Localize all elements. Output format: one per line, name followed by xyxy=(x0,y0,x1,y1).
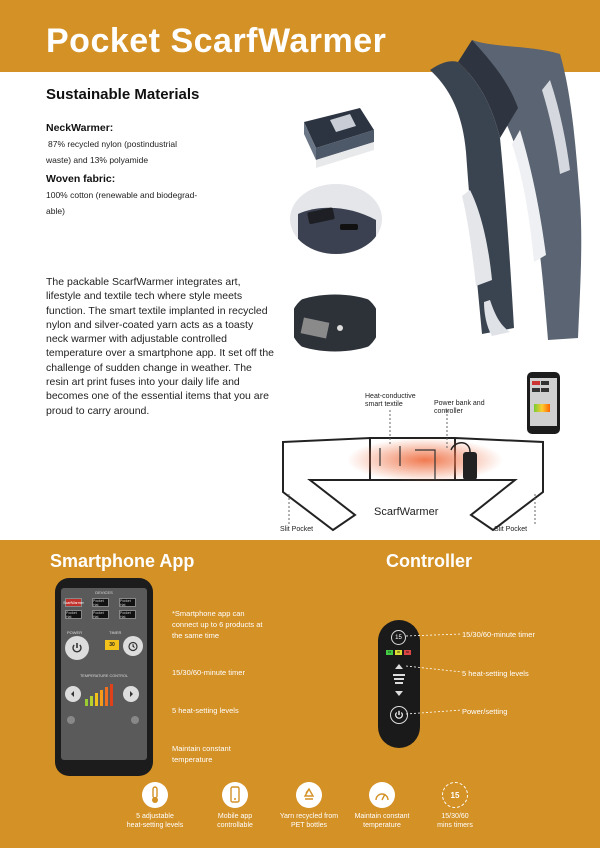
app-note-line-3: the same time xyxy=(172,631,220,640)
heat-bar xyxy=(95,693,98,706)
heat-bar xyxy=(100,690,103,706)
feature-label xyxy=(115,812,195,830)
app-phone xyxy=(55,578,153,776)
power-label-line-2: controller xyxy=(434,408,463,415)
device-button[interactable]: Pocket Hat xyxy=(92,598,109,607)
device-button[interactable]: Pocket Hat xyxy=(65,610,82,619)
app-power-button[interactable] xyxy=(65,636,89,660)
heat-label-line-2: smart textile xyxy=(365,401,403,408)
heat-bar xyxy=(90,696,93,706)
heat-bar xyxy=(85,699,88,706)
chevron-right-icon xyxy=(127,690,135,698)
gauge-icon xyxy=(369,782,395,808)
feature-line-2: heat-setting levels xyxy=(126,822,184,829)
timer-icon: 15 xyxy=(442,782,468,808)
led-indicator: 30 xyxy=(396,650,401,654)
folded-scarf-photo xyxy=(290,100,382,178)
feature-line-1: 15/30/60 xyxy=(441,813,469,820)
controller-title: Controller xyxy=(386,551,473,571)
temp-control-header: TEMPERATURE CONTROL xyxy=(79,674,129,678)
app-maintain-line-1: Maintain constant xyxy=(172,744,231,753)
feature-label xyxy=(269,812,349,830)
timer-caption: TIMER xyxy=(109,630,122,635)
app-note-line-1: *Smartphone app can xyxy=(172,609,245,618)
alarm-clock-icon xyxy=(127,640,139,652)
app-screen xyxy=(61,588,147,760)
description-paragraph: The packable ScarfWarmer integrates art, lifestyle and textile tech where style meets function. The smart textile implanted in recycled nylon and silver-coated yarn acts as a toasty neck warmer with adjustable controlled temperature over a smartphone app. It set off the challenge of sudden change in weather. The resin art print fuses into your daily life and becomes one of the essential items that you are proud to carry around. xyxy=(46,276,275,417)
feature-label xyxy=(415,812,495,830)
power-label-line-1: Power bank and xyxy=(434,400,485,407)
scarf-image xyxy=(400,40,590,340)
feature-line-1: Maintain constant xyxy=(354,813,410,820)
woven-label: Woven fabric: xyxy=(46,173,116,185)
temp-up-button[interactable] xyxy=(123,686,139,702)
materials-title: Sustainable Materials xyxy=(46,86,200,103)
controller-timer-badge[interactable]: 15 xyxy=(391,630,406,645)
pocket-powerbank-photo xyxy=(290,184,382,254)
heat-bar xyxy=(110,684,113,706)
heat-bar xyxy=(105,687,108,706)
slit-pocket-left: Slit Pocket xyxy=(280,526,314,533)
feature-label xyxy=(195,812,275,830)
feature-constant-temp xyxy=(342,782,422,830)
app-note xyxy=(172,608,262,641)
app-title: Smartphone App xyxy=(50,551,195,571)
feature-line-2: temperature xyxy=(363,822,401,829)
neckwarmer-label: NeckWarmer: xyxy=(46,122,114,134)
feature-line-1: Yarn recycled from xyxy=(279,813,339,820)
feature-timers xyxy=(415,782,495,830)
neckwarmer-line-2: waste) and 13% polyamide xyxy=(46,155,149,165)
power-icon xyxy=(394,710,404,720)
page-title: Pocket ScarfWarmer xyxy=(46,22,387,60)
device-button[interactable]: Pocket Hat xyxy=(119,610,136,619)
feature-line-1: 5 adjustable xyxy=(136,813,174,820)
feature-heat-levels xyxy=(115,782,195,830)
woven-line-2: able) xyxy=(46,206,65,216)
feature-line-2: PET bottles xyxy=(290,822,328,829)
temp-down-button[interactable] xyxy=(65,686,81,702)
power-icon xyxy=(71,642,83,654)
feature-line-2: controllable xyxy=(217,822,253,829)
settings-icon[interactable] xyxy=(131,716,139,724)
device-grid xyxy=(65,598,145,619)
slit-pocket-right: Slit Pocket xyxy=(494,526,528,533)
conductive-textile-photo xyxy=(290,288,380,358)
feature-recycled-yarn xyxy=(269,782,349,830)
controller-heat-label: 5 heat-setting levels xyxy=(462,669,529,678)
mobile-icon xyxy=(222,782,248,808)
app-heat-label: 5 heat-setting levels xyxy=(172,706,239,715)
timer-value[interactable]: 30 xyxy=(105,640,119,650)
device-button[interactable]: Pocket Hat xyxy=(92,610,109,619)
alarm-clock-button[interactable] xyxy=(123,636,143,656)
led-indicator: 15 xyxy=(387,650,392,654)
heat-level-bars xyxy=(85,684,113,706)
app-maintain-label xyxy=(172,743,231,765)
feature-label xyxy=(342,812,422,830)
chevron-left-icon xyxy=(69,690,77,698)
heat-label xyxy=(365,393,416,409)
thermometer-icon xyxy=(142,782,168,808)
help-icon[interactable] xyxy=(67,716,75,724)
app-note-line-2: connect up to 6 products at xyxy=(172,620,263,629)
woven-line-1: 100% cotton (renewable and biodegrad- xyxy=(46,190,198,200)
devices-header: DEVICES xyxy=(95,590,113,595)
controller-power-label: Power/setting xyxy=(462,707,508,716)
device-button[interactable]: Pocket Hat xyxy=(119,598,136,607)
neckwarmer-line-1: 87% recycled nylon (postindustrial xyxy=(48,139,177,149)
controller-leader-lines xyxy=(404,630,464,720)
app-maintain-line-2: temperature xyxy=(172,755,213,764)
scarfwarmer-label: ScarfWarmer xyxy=(374,506,439,518)
power-label xyxy=(434,400,485,416)
controller-timer-label: 15/30/60-minute timer xyxy=(462,630,535,639)
led-indicator: 60 xyxy=(405,650,410,654)
recycle-icon xyxy=(296,782,322,808)
feature-line-1: Mobile app xyxy=(217,813,253,820)
app-timer-label: 15/30/60-minute timer xyxy=(172,668,245,677)
power-caption: POWER xyxy=(67,630,83,635)
feature-line-2: mins timers xyxy=(437,822,473,829)
feature-mobile-app xyxy=(195,782,275,830)
heat-label-line-1: Heat-conductive xyxy=(365,393,416,400)
device-button[interactable]: ScarfWarmer xyxy=(65,598,82,607)
